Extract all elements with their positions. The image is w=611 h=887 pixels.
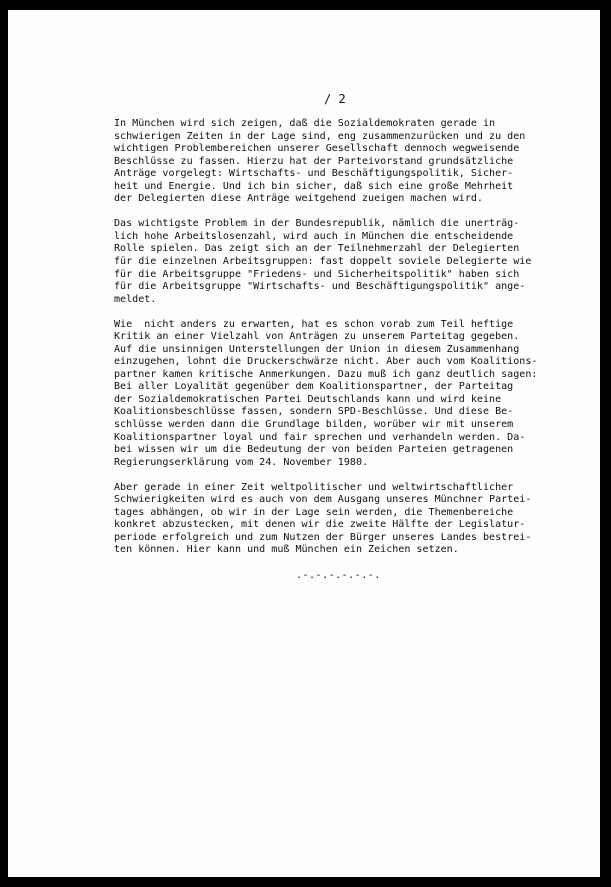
paragraph-2 <box>114 218 584 306</box>
page-number: / 2 <box>324 92 346 106</box>
text-line: lich hohe Arbeitslosenzahl, wird auch in München die entscheidende <box>114 230 514 242</box>
text-line: Schwierigkeiten wird es auch von dem Ausgang unseres Münchner Partei- <box>114 494 532 506</box>
text-line: Koalitionspartner loyal und fair sprechen und verhandeln werden. Da- <box>114 431 526 443</box>
body-text <box>114 118 584 570</box>
text-line: tages abhängen, ob wir in der Lage sein werden, die Themenbereiche <box>114 506 514 518</box>
text-line: meldet. <box>114 293 157 305</box>
text-line: für die Arbeitsgruppe "Wirtschafts- und Beschäftigungspolitik" ange- <box>114 281 526 293</box>
text-line: Beschlüsse zu fassen. Hierzu hat der Parteivorstand grundsätzliche <box>114 155 514 167</box>
text-line: schlüsse werden dann die Grundlage bilden, worüber wir mit unserem <box>114 419 514 431</box>
text-line: Bei aller Loyalität gegenüber dem Koalitionspartner, der Parteitag <box>114 381 514 393</box>
document-page <box>8 10 600 877</box>
text-line: konkret abzustecken, mit denen wir die zweite Hälfte der Legislatur- <box>114 519 526 531</box>
text-line: Kritik an einer Vielzahl von Anträgen zu unserem Parteitag gegeben. <box>114 331 520 343</box>
text-line: Anträge vorgelegt: Wirtschafts- und Beschäftigungspolitik, Sicher- <box>114 168 514 180</box>
text-line: für die Arbeitsgruppe "Friedens- und Sicherheitspolitik" haben sich <box>114 268 520 280</box>
text-line: heit und Energie. Und ich bin sicher, daß sich eine große Mehrheit <box>114 180 514 192</box>
text-line: Koalitionsbeschlüsse fassen, sondern SPD-Beschlüsse. Und diese Be- <box>114 406 514 418</box>
text-line: wichtigen Problembereichen unserer Gesellschaft dennoch wegweisende <box>114 143 520 155</box>
text-line: periode erfolgreich und zum Nutzen der Bürger unseres Landes bestrei- <box>114 531 532 543</box>
text-line: einzugehen, lohnt die Druckerschwärze nicht. Aber auch vom Koalitions- <box>114 356 538 368</box>
text-line: für die einzelnen Arbeitsgruppen: fast doppelt soviele Delegierte wie <box>114 255 532 267</box>
text-line: der Delegierten diese Anträge weitgehend zueigen machen wird. <box>114 193 483 205</box>
text-line: Auf die unsinnigen Unterstellungen der Union in diesem Zusammenhang <box>114 343 520 355</box>
paragraph-1 <box>114 118 584 206</box>
end-mark: .-.-.-.-.-.-. <box>296 570 381 581</box>
text-line: Rolle spielen. Das zeigt sich an der Teilnehmerzahl der Delegierten <box>114 243 520 255</box>
text-line: schwierigen Zeiten in der Lage sind, eng zusammenzurücken und zu den <box>114 130 526 142</box>
text-line: Das wichtigste Problem in der Bundesrepublik, nämlich die unerträg- <box>114 218 520 230</box>
text-line: partner kamen kritische Anmerkungen. Dazu muß ich ganz deutlich sagen: <box>114 368 538 380</box>
text-line: Regierungserklärung vom 24. November 1980. <box>114 456 369 468</box>
text-line: der Sozialdemokratischen Partei Deutschlands kann und wird keine <box>114 393 502 405</box>
text-line: ten können. Hier kann und muß München ein Zeichen setzen. <box>114 544 459 556</box>
paragraph-4 <box>114 482 584 557</box>
text-line: In München wird sich zeigen, daß die Sozialdemokraten gerade in <box>114 118 496 129</box>
text-line: Wie nicht anders zu erwarten, hat es schon vorab zum Teil heftige <box>114 318 514 330</box>
text-line: Aber gerade in einer Zeit weltpolitischer und weltwirtschaftlicher <box>114 481 514 493</box>
paragraph-3 <box>114 319 584 470</box>
text-line: bei wissen wir um die Bedeutung der von beiden Parteien getragenen <box>114 444 514 456</box>
